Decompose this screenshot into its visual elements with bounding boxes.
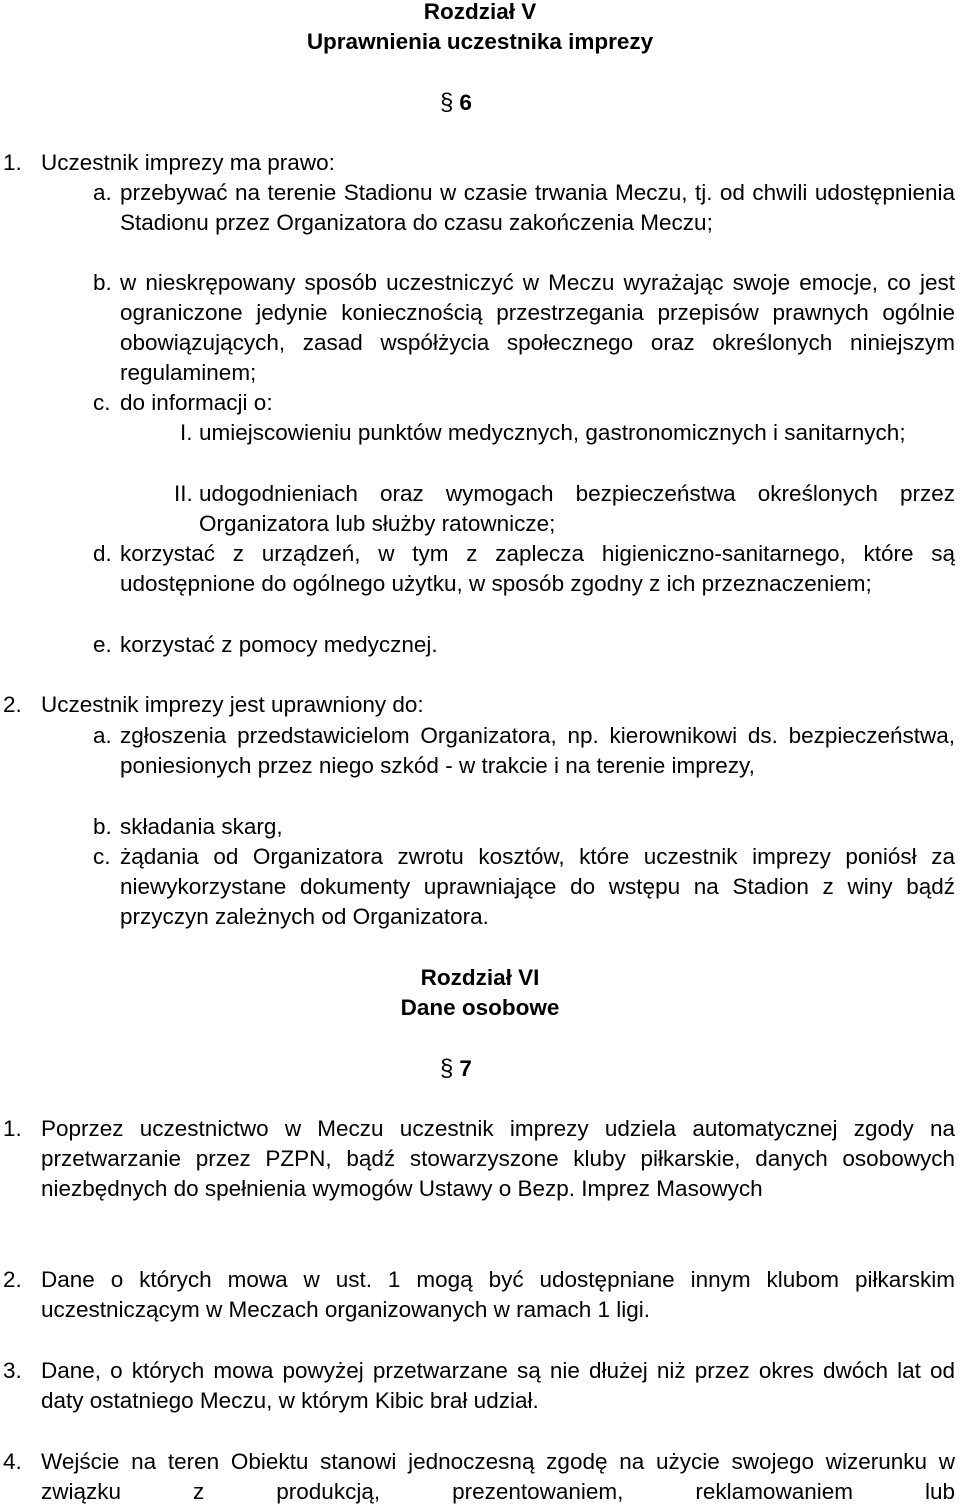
- item-number: 2.: [3, 692, 22, 717]
- chapter-5-subtitle: Uprawnienia uczestnika imprezy: [306, 29, 654, 54]
- list-item-text: w nieskrępowany sposób uczestniczyć w Meczu wyrażając swoje emocje, co jest ograniczone jedynie koniecznością przestrzegania przepisów prawnych ogólnie obowiązujących, zasad współżycia społecznego oraz określonych niniejszym regulaminem;: [120, 270, 955, 385]
- section-symbol: §: [440, 89, 454, 116]
- list-letter: b.: [93, 270, 112, 295]
- list-letter: d.: [93, 541, 112, 566]
- section-6-heading: [440, 88, 472, 118]
- item-text: Wejście na teren Obiektu stanowi jednoczesną zgodę na użycie swojego wizerunku w związku z produkcją, prezentowaniem, reklamowaniem lub: [41, 1449, 955, 1504]
- chapter-6-subtitle: Dane osobowe: [400, 995, 560, 1020]
- sublist-item-text: umiejscowieniu punktów medycznych, gastronomicznych i sanitarnych;: [199, 420, 906, 445]
- item-number: 3.: [3, 1358, 22, 1383]
- item-text: Poprzez uczestnictwo w Meczu uczestnik imprezy udziela automatycznej zgody na przetwarzanie przez PZPN, bądź stowarzyszone kluby piłkarskie, danych osobowych niezbędnych do spełnienia wymogów Ustawy o Bezp. Imprez Masowych: [41, 1116, 955, 1201]
- list-item-text: składania skarg,: [120, 814, 283, 839]
- section-number: 6: [459, 90, 472, 115]
- list-letter: b.: [93, 814, 112, 839]
- sublist-number: I.: [180, 420, 193, 445]
- list-letter: c.: [93, 844, 111, 869]
- list-letter: a.: [93, 180, 112, 205]
- item-text: Dane o których mowa w ust. 1 mogą być udostępniane innym klubom piłkarskim uczestniczącym w Meczach organizowanych w ramach 1 ligi.: [41, 1267, 955, 1322]
- item-text: Dane, o których mowa powyżej przetwarzane są nie dłużej niż przez okres dwóch lat od daty ostatniego Meczu, w którym Kibic brał udział.: [41, 1358, 955, 1413]
- list-item-text: żądania od Organizatora zwrotu kosztów, które uczestnik imprezy poniósł za niewykorzystane dokumenty uprawniające do wstępu na Stadion z winy bądź przyczyn zależnych od Organizatora.: [120, 844, 955, 929]
- item-number: 2.: [3, 1267, 22, 1292]
- item-text: Uczestnik imprezy jest uprawniony do:: [41, 692, 424, 717]
- section-symbol: §: [440, 1055, 454, 1082]
- sublist-item-text: udogodnieniach oraz wymogach bezpieczeństwa określonych przez Organizatora lub służby ratownicze;: [199, 481, 955, 536]
- chapter-5-title: Rozdział V: [423, 0, 537, 24]
- list-item-text: do informacji o:: [120, 390, 273, 415]
- section-7-heading: [440, 1054, 472, 1084]
- item-text: Uczestnik imprezy ma prawo:: [41, 150, 335, 175]
- item-number: 1.: [3, 1116, 22, 1141]
- item-number: 4.: [3, 1449, 22, 1474]
- sublist-number: II.: [174, 481, 193, 506]
- chapter-6-title: Rozdział VI: [420, 965, 540, 990]
- list-item-text: zgłoszenia przedstawicielom Organizatora, np. kierownikowi ds. bezpieczeństwa, poniesionych przez niego szkód - w trakcie i na terenie imprezy,: [120, 723, 955, 778]
- list-letter: a.: [93, 723, 112, 748]
- list-letter: e.: [93, 632, 112, 657]
- list-item-text: korzystać z pomocy medycznej.: [120, 632, 438, 657]
- list-letter: c.: [93, 390, 111, 415]
- section-number: 7: [459, 1056, 472, 1081]
- list-item-text: korzystać z urządzeń, w tym z zaplecza higieniczno-sanitarnego, które są udostępnione do ogólnego użytku, w sposób zgodny z ich przeznaczeniem;: [120, 541, 955, 596]
- item-number: 1.: [3, 150, 22, 175]
- list-item-text: przebywać na terenie Stadionu w czasie trwania Meczu, tj. od chwili udostępnienia Stadionu przez Organizatora do czasu zakończenia Meczu;: [120, 180, 955, 235]
